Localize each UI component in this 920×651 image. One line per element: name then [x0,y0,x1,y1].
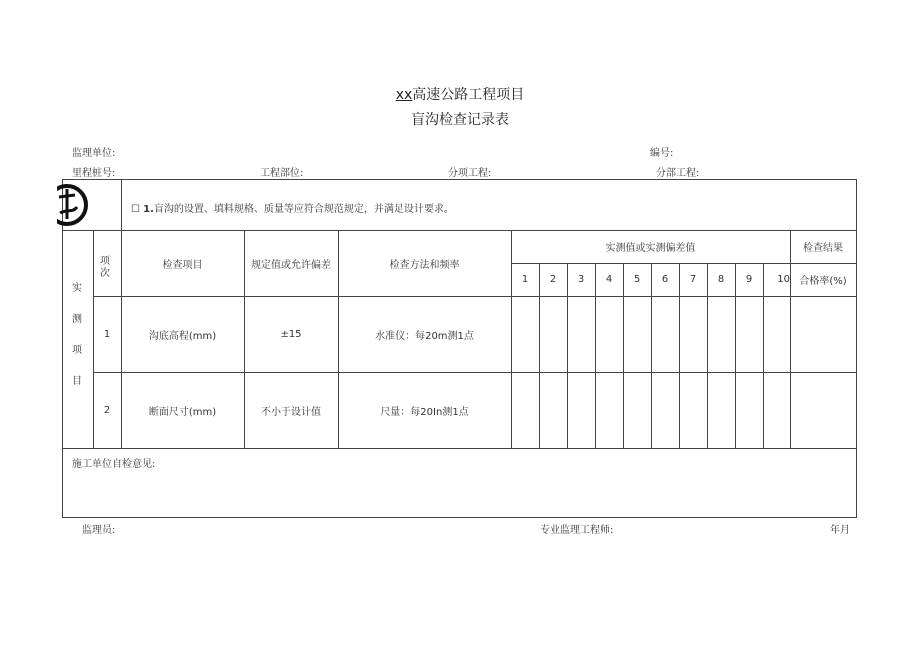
measure-index-6: 6 [661,274,669,285]
supervisor-unit-label: 监理单位: [72,148,116,159]
measure-index-3: 3 [577,274,585,285]
header-item: 检查项目 [162,259,203,271]
measure-index-8: 8 [717,274,725,285]
row1-tolerance: ±15 [280,328,302,340]
date-label: 年月 [830,525,850,536]
requirement-number: 1. [143,204,154,215]
measured-label-3: 项 [72,345,82,356]
basic-requirement [131,200,454,215]
checkbox-icon[interactable]: ☐ [131,204,140,215]
page-title [0,84,920,104]
row1-method: 水准仪：每20m测1点 [375,330,474,342]
measured-label-2: 测 [72,314,82,325]
header-measured: 实测值或实测偏差值 [605,243,696,254]
measure-index-7: 7 [689,274,697,285]
engineering-part-label: 工程部位: [260,168,304,179]
row2-seq: 2 [103,404,111,416]
header-pass-rate: 合格率(%) [799,276,847,287]
header-seq-1: 项 [100,256,110,267]
header-tolerance: 规定值或允许偏差 [251,259,331,271]
supervisor-label: 监理员: [82,525,116,536]
seal-stamp-icon [57,183,93,227]
title-prefix: xx [395,87,413,103]
row1-item: 沟底高程(mm) [148,330,217,342]
row1-seq: 1 [103,328,111,340]
header-method: 检查方法和频率 [389,259,460,271]
title-main: 高速公路工程项目 [412,87,525,103]
measured-label-4: 目 [72,376,82,387]
measure-index-1: 1 [521,274,529,285]
measured-label-1: 实 [72,283,82,294]
mileage-label: 里程桩号: [72,168,116,179]
sub-item-label: 分项工程: [448,168,492,179]
measure-index-9: 9 [745,274,753,285]
measure-index-2: 2 [549,274,557,285]
sub-division-label: 分部工程: [656,168,700,179]
header-seq-2: 次 [100,268,110,279]
engineer-label: 专业监理工程师: [540,525,614,536]
row2-tolerance: 不小于设计值 [261,406,321,418]
serial-no-label: 编号: [650,148,674,159]
self-check-label: 施工单位自检意见: [72,459,156,470]
header-result: 检查结果 [803,243,843,254]
requirement-text: 盲沟的设置、填料规格、质量等应符合规范规定，并满足设计要求。 [153,204,454,215]
row2-method: 尺量：每20In测1点 [380,406,469,418]
measure-index-5: 5 [633,274,641,285]
measure-index-10: 10 [777,274,790,285]
measure-index-4: 4 [605,274,613,285]
page-subtitle: 盲沟检查记录表 [411,112,509,128]
row2-item: 断面尺寸(mm) [148,406,217,418]
